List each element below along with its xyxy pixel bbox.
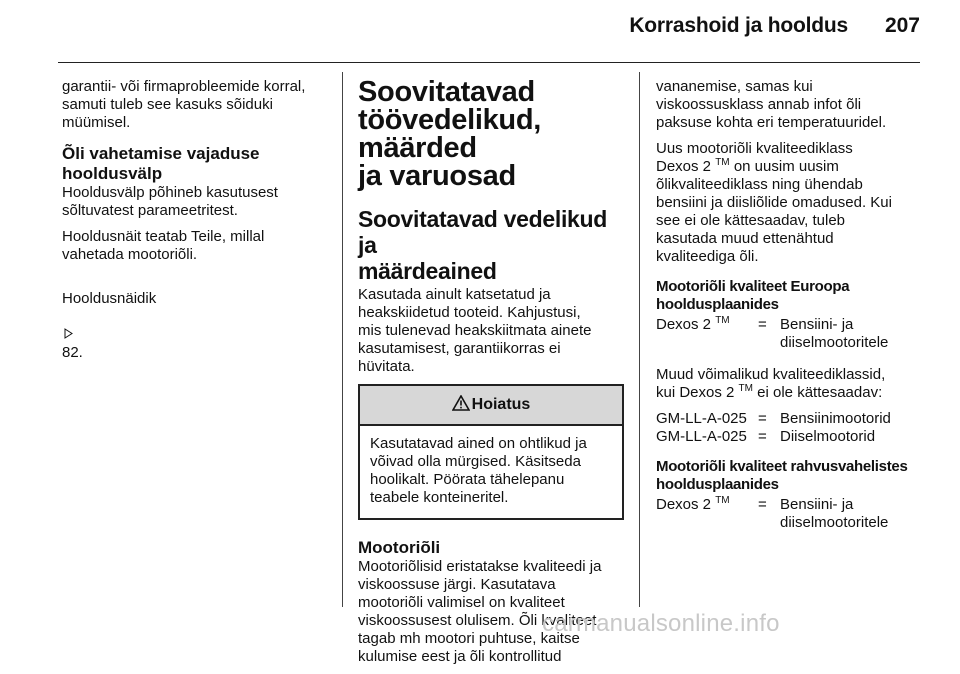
spec-row-europe xyxy=(656,316,924,352)
column-3 xyxy=(656,78,924,540)
dexos2-text-b: on uusim uusim õlikvaliteediklass ning ühendab bensiini ja diisliõlide omadused. Kui see ei ole kättesaadav, tuleb kasutada muud ettenähtud kvaliteediga õli. xyxy=(656,158,892,265)
paragraph-viscosity: vananemise, samas kui viskoossusklass annab infot õli paksuse kohta eri temperatuuridel. xyxy=(656,78,887,131)
warning-text: Kasutatavad ained on ohtlikud ja võivad olla mürgised. Käsitseda hoolikalt. Pöörata tähelepanu teabele konteineritel. xyxy=(370,435,587,506)
spec-equals: = xyxy=(758,496,767,513)
page-reference-link[interactable]: 82. xyxy=(62,344,83,361)
warning-title: Hoiatus xyxy=(471,396,531,413)
paragraph-interval-basis: Hooldusvälp põhineb kasutusest sõltuvatest parameetritest. xyxy=(62,184,278,219)
paragraph-service-display: Hooldusnäit teatab Teile, millal vahetada mootoriõli. xyxy=(62,228,265,263)
spec-value: Bensiini- ja diiselmootoritele xyxy=(780,316,889,351)
service-ref-text: Hooldusnäidik xyxy=(62,290,157,307)
heading-international-quality: Mootoriõli kvaliteet rahvusvahelistes hooldusplaanides xyxy=(656,458,908,493)
header-divider xyxy=(58,62,920,63)
spec-name: Dexos 2 ™ xyxy=(656,495,730,513)
paragraph-approved-products: Kasutada ainult katsetatud ja heakskiidetud tooteid. Kahjustusi, mis tulenevad heakskiitmata ainete kasutamisest, garantiikorras ei hüvitata. xyxy=(358,286,592,375)
dexos2-text-a: Uus mootoriõli kvaliteediklass Dexos 2 xyxy=(656,140,853,175)
column-divider-2 xyxy=(639,72,640,607)
trademark-mark: TM xyxy=(715,495,730,506)
heading-engine-oil: Mootoriõli xyxy=(358,538,441,557)
heading-oil-change-interval: Õli vahetamise vajaduse hooldusvälp xyxy=(62,144,260,183)
warning-header xyxy=(360,386,622,426)
spec-value: Bensiinimootorid xyxy=(780,410,891,427)
subsection-heading-recommended-fluids: Soovitatavad vedelikud ja määrdeained xyxy=(358,206,608,284)
paragraph-service-ref xyxy=(62,272,330,362)
spec-name: GM-LL-A-025 xyxy=(656,428,747,445)
spec-equals: = xyxy=(758,428,767,445)
spec-value: Bensiini- ja diiselmootoritele xyxy=(780,496,889,531)
trademark-mark: TM xyxy=(715,157,730,168)
spec-name: Dexos 2 ™ xyxy=(656,315,730,333)
spec-row-gm-diesel xyxy=(656,428,924,446)
paragraph-oil-quality: Mootoriõlisid eristatakse kvaliteedi ja viskoossuse järgi. Kasutatava mootoriõli valimisel on kvaliteet viskoossusest olulisem. Õli kvaliteet tagab mh mootori puhtuse, kaitse kulumise eest ja õli kontrollitud xyxy=(358,558,602,665)
spec-equals: = xyxy=(758,316,767,333)
warning-box xyxy=(358,384,624,520)
spec-equals: = xyxy=(758,410,767,427)
column-1 xyxy=(62,78,330,370)
column-divider-1 xyxy=(342,72,343,607)
heading-europe-quality: Mootoriõli kvaliteet Euroopa hooldusplaanides xyxy=(656,278,850,313)
trademark-mark: TM xyxy=(715,315,730,326)
watermark: carmanualsonline.info xyxy=(542,610,780,637)
warning-triangle-icon xyxy=(452,395,472,416)
section-heading-fluids-lubricants-parts: Soovitatavad töövedelikud, määrded ja varuosad xyxy=(358,76,542,192)
column-2 xyxy=(358,78,626,674)
trademark-mark: TM xyxy=(738,383,753,394)
spec-value: Diiselmootorid xyxy=(780,428,876,445)
paragraph-other-classes xyxy=(656,366,924,402)
spec-row-gm-petrol xyxy=(656,410,924,428)
spec-row-international xyxy=(656,496,924,532)
running-header-title: Korrashoid ja hooldus xyxy=(629,14,848,37)
other-classes-text-a: Muud võimalikud kvaliteediklassid, kui Dexos 2 xyxy=(656,366,886,401)
page-reference-icon xyxy=(62,308,75,344)
page-number: 207 xyxy=(884,14,920,37)
spec-name: GM-LL-A-025 xyxy=(656,410,747,427)
paragraph-warranty: garantii- või firmaprobleemide korral, samuti tuleb see kasuks sõiduki müümisel. xyxy=(62,78,306,131)
other-classes-text-b: ei ole kättesaadav: xyxy=(753,384,883,401)
paragraph-dexos2 xyxy=(656,140,924,266)
